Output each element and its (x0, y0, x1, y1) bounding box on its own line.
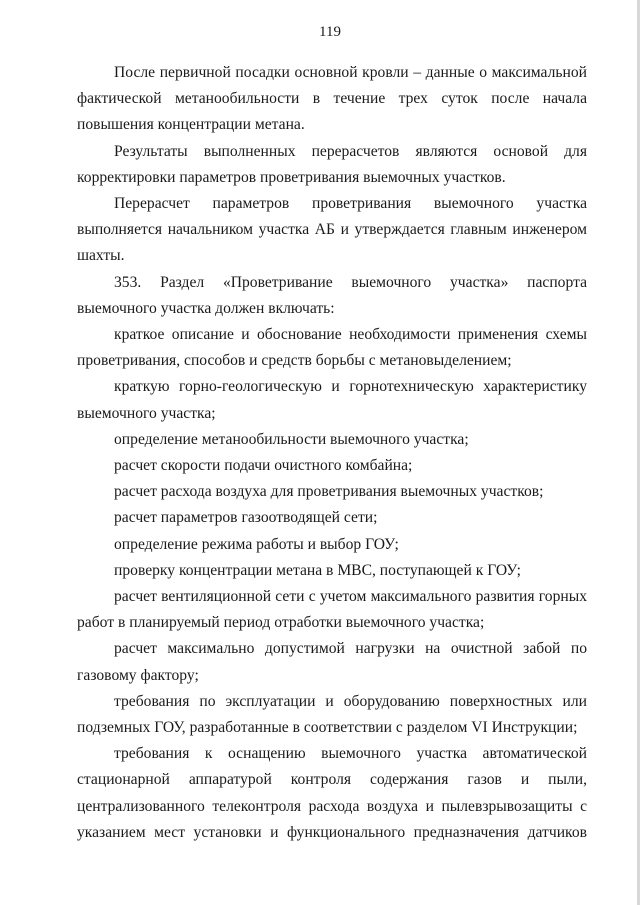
list-item-11: требования по эксплуатации и оборудованию поверхностных или подземных ГОУ, разработанные в соответствии с разделом VI Инструкции; (77, 692, 587, 737)
document-body (77, 60, 587, 846)
paragraph-2: Результаты выполненных перерасчетов являются основой для корректировки параметров проветривания выемочных участков. (77, 142, 587, 186)
list-item-12: требования к оснащению выемочного участка автоматической стационарной аппаратурой контроля содержания газов и пыли, централизованного телеконтроля расхода воздуха и пылевзрывозащиты с указанием мест установки и функционального предназначения датчиков (77, 745, 587, 841)
paragraph-3: Перерасчет параметров проветривания выемочного участка выполняется начальником участка АБ и утверждается главным инженером шахты. (77, 195, 587, 265)
list-item-3: определение метанообильности выемочного участка; (114, 430, 469, 448)
list-item-8: проверку концентрации метана в МВС, поступающей к ГОУ; (114, 561, 521, 579)
paragraph-1: После первичной посадки основной кровли – данные о максимальной фактической метанообильности в течение трех суток после начала повышения концентрации метана. (77, 64, 587, 134)
list-item-5: расчет расхода воздуха для проветривания выемочных участков; (114, 483, 544, 501)
list-item-2: краткую горно-геологическую и горнотехническую характеристику выемочного участка; (77, 378, 587, 422)
list-item-6: расчет параметров газоотводящей сети; (114, 509, 378, 527)
list-item-1: краткое описание и обоснование необходимости применения схемы проветривания, способов и средств борьбы с метановыделением; (77, 326, 587, 370)
paragraph-section-353: 353. Раздел «Проветривание выемочного участка» паспорта выемочного участка должен включать: (77, 273, 587, 317)
list-item-9: расчет вентиляционной сети с учетом максимального развития горных работ в планируемый период отработки выемочного участка; (77, 588, 587, 632)
list-item-7: определение режима работы и выбор ГОУ; (114, 535, 399, 553)
list-item-4: расчет скорости подачи очистного комбайна; (114, 457, 413, 475)
page-number: 119 (319, 24, 341, 40)
list-item-10: расчет максимально допустимой нагрузки на очистной забой по газовому фактору; (77, 640, 587, 684)
